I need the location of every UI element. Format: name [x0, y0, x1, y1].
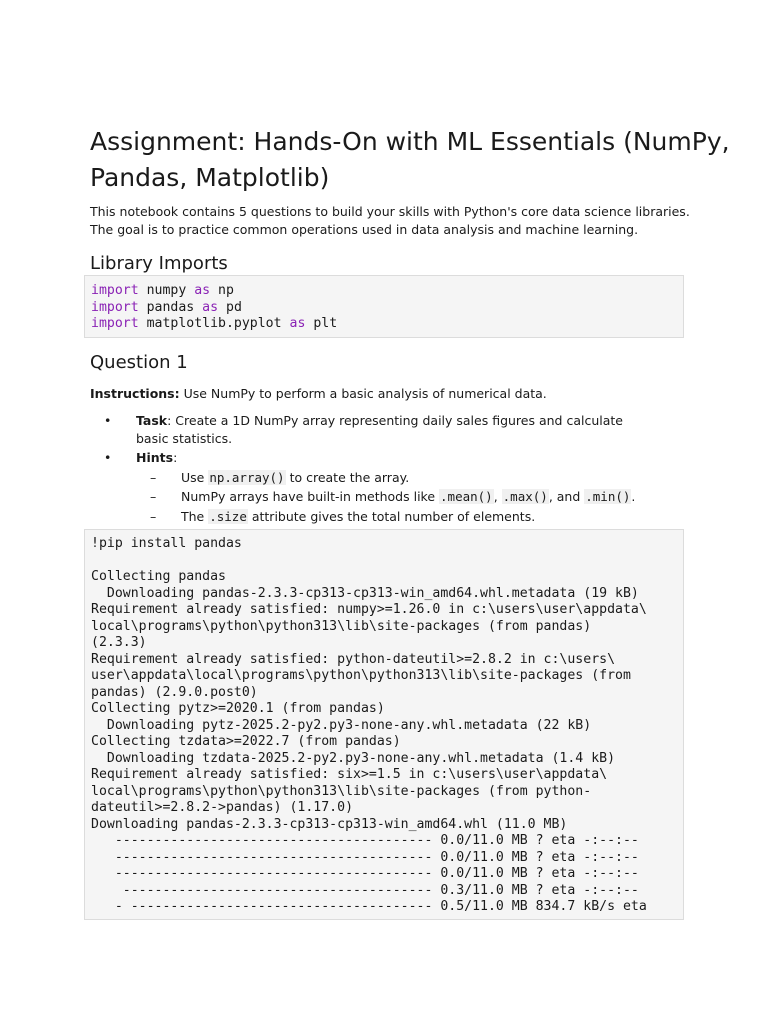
- output-line: user\appdata\local\programs\python\python313\lib\site-packages (from: [91, 668, 631, 683]
- output-line: local\programs\python\python313\lib\site-packages (from pandas): [91, 618, 592, 634]
- hint-item: – The .size attribute gives the total number of elements.: [136, 508, 650, 526]
- output-line: ---------------------------------------- 0.0/11.0 MB ? eta -:--:--: [91, 866, 639, 881]
- import-line-numpy: import numpy as np: [91, 283, 234, 298]
- hint-item: – Use np.array() to create the array.: [136, 469, 650, 487]
- library-imports-heading: Library Imports: [90, 253, 228, 274]
- intro-paragraph: This notebook contains 5 questions to build your skills with Python's core data science libraries. The goal is to practice common operations used in data analysis and machine learning.: [90, 204, 690, 237]
- question-1-list: [90, 412, 650, 527]
- output-line: Collecting pandas: [91, 569, 226, 584]
- task-item: • Task: Create a 1D NumPy array representing daily sales figures and calculate basic statistics.: [90, 412, 650, 447]
- output-line: Downloading pandas-2.3.3-cp313-cp313-win_amd64.whl (11.0 MB): [91, 816, 568, 832]
- output-line: local\programs\python\python313\lib\site-packages (from python-: [91, 783, 592, 799]
- hints-list: [136, 469, 650, 526]
- pip-command: !pip install pandas: [91, 536, 242, 551]
- hints-item: • Hints: – Use np.array() to create the array. – NumPy arrays have built-in methods like .mean(), .max(), and .min(). – The .size attribute gives the total number of elements.: [90, 449, 650, 525]
- output-line: Downloading pandas-2.3.3-cp313-cp313-win_amd64.whl.metadata (19 kB): [91, 585, 639, 601]
- output-line: Requirement already satisfied: six>=1.5 in c:\users\user\appdata\: [91, 767, 608, 782]
- import-line-matplotlib: import matplotlib.pyplot as plt: [91, 316, 338, 331]
- page-title: Assignment: Hands-On with ML Essentials (NumPy, Pandas, Matplotlib): [90, 127, 730, 192]
- question-1-instructions: Instructions: Use NumPy to perform a basic analysis of numerical data.: [90, 386, 547, 401]
- output-line: - -------------------------------------- 0.5/11.0 MB 834.7 kB/s eta: [91, 899, 647, 914]
- output-line: Requirement already satisfied: numpy>=1.26.0 in c:\users\user\appdata\: [91, 602, 647, 617]
- hint-item: – NumPy arrays have built-in methods like .mean(), .max(), and .min().: [136, 488, 650, 506]
- output-line: --------------------------------------- 0.3/11.0 MB ? eta -:--:--: [91, 882, 639, 898]
- pip-output: [91, 569, 683, 916]
- question-1-heading: Question 1: [90, 352, 188, 373]
- output-line: ---------------------------------------- 0.0/11.0 MB ? eta -:--:--: [91, 833, 639, 848]
- pip-install-cell[interactable]: [84, 529, 684, 920]
- output-line: Requirement already satisfied: python-dateutil>=2.8.2 in c:\users\: [91, 651, 616, 667]
- output-line: Collecting tzdata>=2022.7 (from pandas): [91, 734, 401, 749]
- output-line: ---------------------------------------- 0.0/11.0 MB ? eta -:--:--: [91, 849, 639, 865]
- blank-line: [91, 553, 683, 570]
- import-line-pandas: import pandas as pd: [91, 299, 242, 315]
- output-line: Downloading pytz-2025.2-py2.py3-none-any.whl.metadata (22 kB): [91, 717, 592, 733]
- output-line: (2.3.3): [91, 635, 147, 650]
- output-line: dateutil>=2.8.2->pandas) (1.17.0): [91, 800, 354, 815]
- output-line: Collecting pytz>=2020.1 (from pandas): [91, 701, 385, 716]
- output-line: pandas) (2.9.0.post0): [91, 684, 258, 700]
- imports-code-cell[interactable]: [84, 275, 684, 338]
- output-line: Downloading tzdata-2025.2-py2.py3-none-any.whl.metadata (1.4 kB): [91, 750, 616, 766]
